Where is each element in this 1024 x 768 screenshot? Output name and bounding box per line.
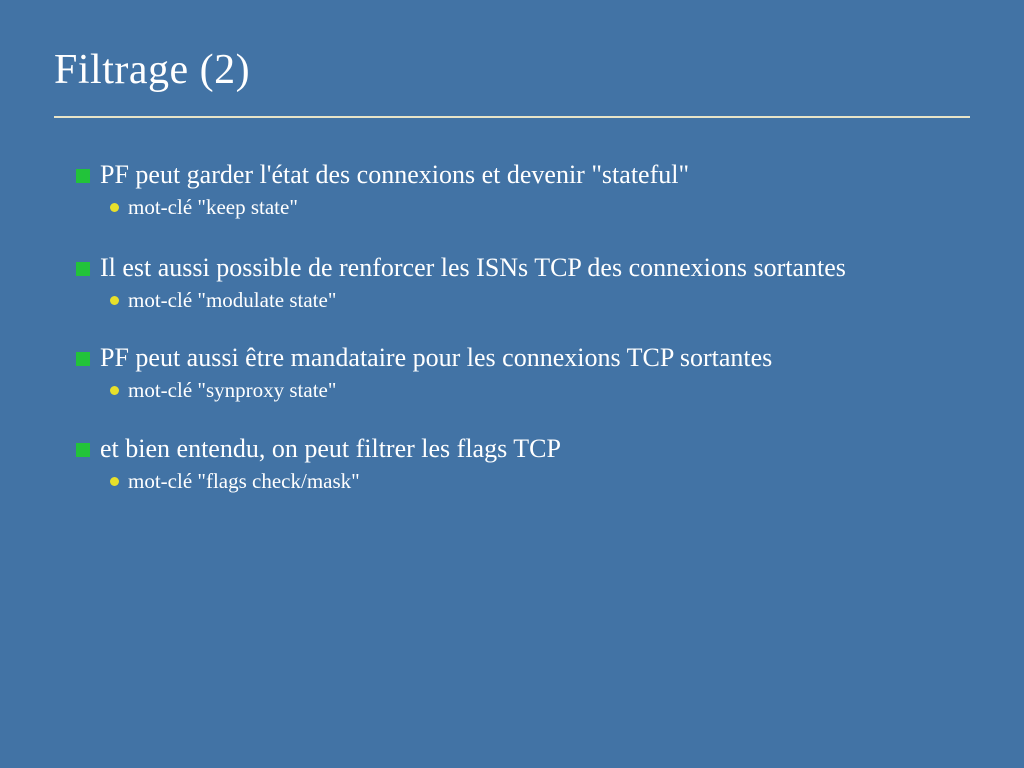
dot-bullet-icon [110, 477, 119, 486]
bullet-level2-label: mot-clé "flags check/mask" [128, 468, 360, 493]
bullet-level1-label: PF peut garder l'état des connexions et devenir "stateful" [100, 160, 690, 189]
bullet-level1-label: et bien entendu, on peut filtrer les flags TCP [100, 433, 561, 463]
title-divider [54, 116, 970, 118]
bullet-level2-label: mot-clé "synproxy state" [128, 378, 337, 403]
bullet-block [76, 432, 976, 495]
slide-content [76, 158, 976, 494]
square-bullet-icon [76, 169, 90, 183]
bullet-level2-label: mot-clé "modulate state" [128, 287, 337, 312]
bullet-level2-label: mot-clé "keep state" [128, 195, 298, 220]
square-bullet-icon [76, 443, 90, 457]
square-bullet-icon [76, 352, 90, 366]
dot-bullet-icon [110, 386, 119, 395]
bullet-level2 [110, 194, 976, 220]
dot-bullet-icon [110, 296, 119, 305]
bullet-level2 [110, 468, 976, 494]
page-title: Filtrage (2) [54, 47, 251, 93]
square-bullet-icon [76, 262, 90, 276]
bullet-block [76, 251, 976, 314]
bullet-level1-label: Il est aussi possible de renforcer les ISNs TCP des connexions sortantes [100, 252, 846, 282]
bullet-block [76, 341, 976, 404]
bullet-level2 [110, 287, 976, 313]
bullet-level1 [76, 432, 976, 465]
dot-bullet-icon [110, 203, 119, 212]
bullet-level1 [76, 158, 976, 191]
bullet-level1 [76, 251, 976, 284]
bullet-block [76, 158, 976, 221]
bullet-level1-label: PF peut aussi être mandataire pour les connexions TCP sortantes [100, 343, 773, 373]
bullet-level1 [76, 341, 976, 374]
bullet-level2 [110, 377, 976, 403]
